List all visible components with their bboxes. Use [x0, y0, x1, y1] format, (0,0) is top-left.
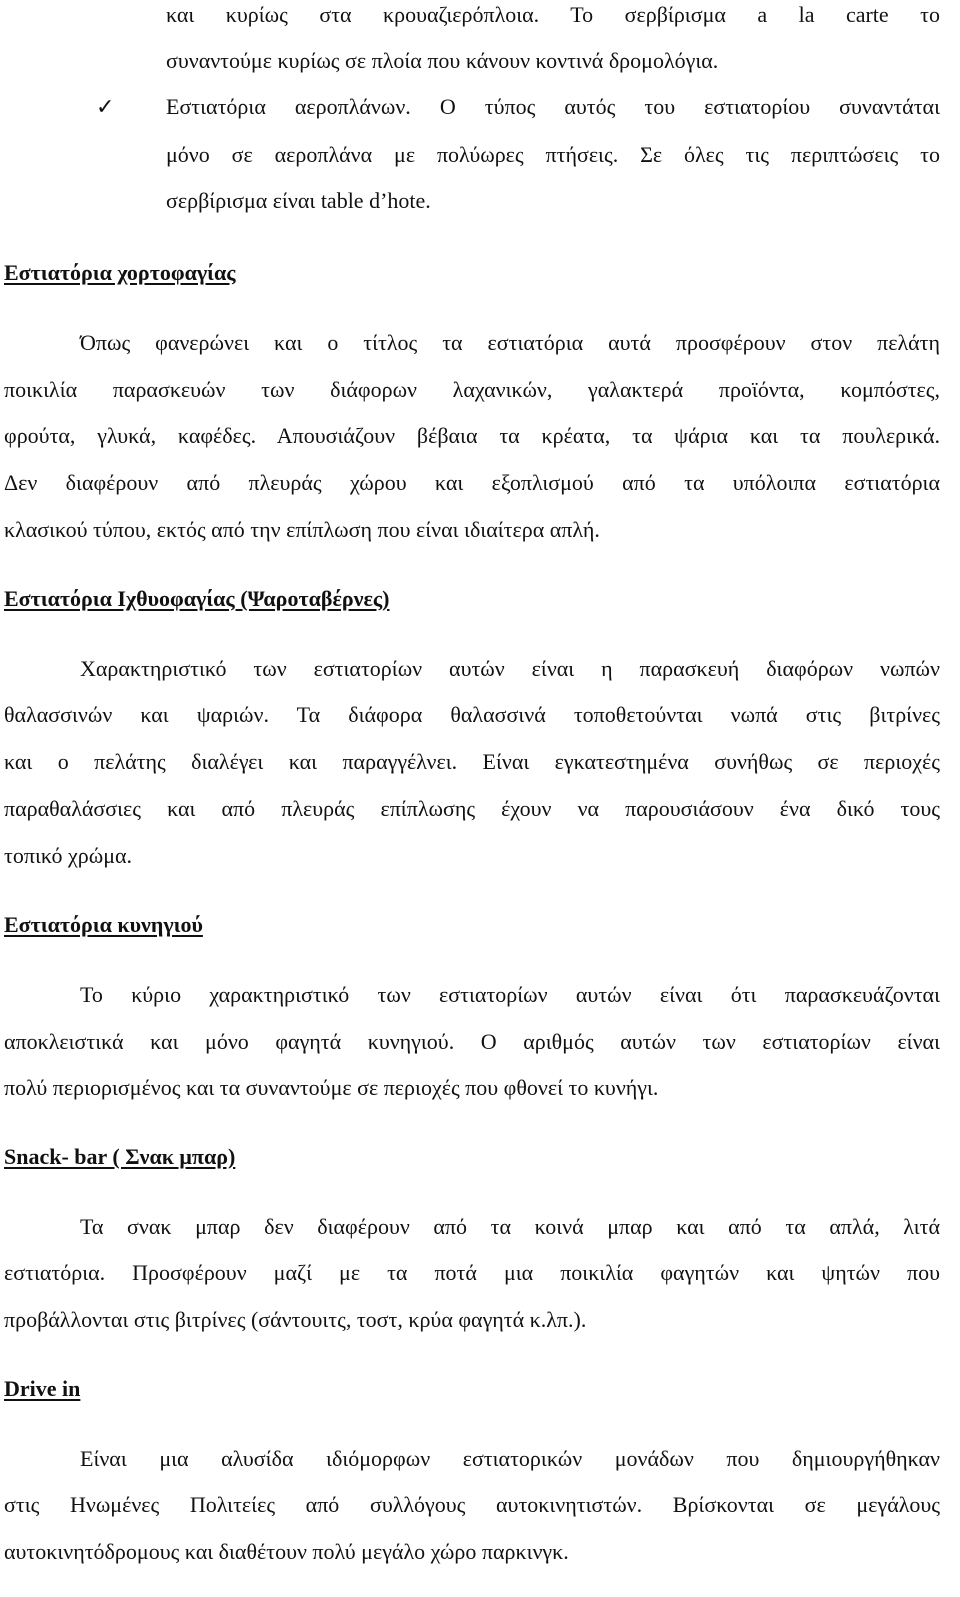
paragraph-line: Όπως φανερώνει και ο τίτλος τα εστιατόρια αυτά προσφέρουν στον πελάτη — [80, 330, 940, 355]
airplane-text-line: μόνο σε αεροπλάνα με πολύωρες πτήσεις. Σε όλες τις περιπτώσεις το — [166, 142, 940, 167]
paragraph-line: αυτοκινητόδρομους και διαθέτουν πολύ μεγάλο χώρο παρκινγκ. — [4, 1539, 569, 1564]
paragraph-line: και ο πελάτης διαλέγει και παραγγέλνει. Είναι εγκατεστημένα συνήθως σε περιοχές — [4, 749, 940, 774]
paragraph-line: Τα σνακ μπαρ δεν διαφέρουν από τα κοινά μπαρ και από τα απλά, λιτά — [80, 1214, 940, 1239]
paragraph-line: Δεν διαφέρουν από πλευράς χώρου και εξοπλισμού από τα υπόλοιπα εστιατόρια — [4, 470, 940, 495]
paragraph-line: παραθαλάσσιες και από πλευράς επίπλωσης έχουν να παρουσιάσουν ένα δικό τους — [4, 796, 940, 821]
section-heading-drive-in: Drive in — [4, 1376, 81, 1401]
checkmark-icon: ✓ — [96, 94, 115, 119]
paragraph-line: ποικιλία παρασκευών των διάφορων λαχανικών, γαλακτερά προϊόντα, κομπόστες, — [4, 377, 940, 402]
paragraph-line: κλασικού τύπου, εκτός από την επίπλωση που είναι ιδιαίτερα απλή. — [4, 517, 600, 542]
paragraph-line: τοπικό χρώμα. — [4, 843, 133, 868]
cruise-text-line: συναντούμε κυρίως σε πλοία που κάνουν κοντινά δρομολόγια. — [166, 48, 719, 73]
paragraph-line: πολύ περιορισμένος και τα συναντούμε σε περιοχές που φθονεί το κυνήγι. — [4, 1075, 659, 1100]
section-heading-snack-bar: Snack- bar ( Σνακ μπαρ) — [4, 1144, 236, 1169]
paragraph-line: Το κύριο χαρακτηριστικό των εστιατορίων αυτών είναι ότι παρασκευάζονται — [80, 982, 940, 1007]
paragraph-line: φρούτα, γλυκά, καφέδες. Απουσιάζουν βέβαια τα κρέατα, τα ψάρια και τα πουλερικά. — [4, 423, 940, 448]
airplane-text-line: σερβίρισμα είναι table d’hote. — [166, 188, 431, 213]
paragraph-line: στις Ηνωμένες Πολιτείες από συλλόγους αυτοκινητιστών. Βρίσκονται σε μεγάλους — [4, 1492, 940, 1517]
paragraph-line: αποκλειστικά και μόνο φαγητά κυνηγιού. Ο αριθμός αυτών των εστιατορίων είναι — [4, 1029, 940, 1054]
paragraph-line: θαλασσινών και ψαριών. Τα διάφορα θαλασσινά τοποθετούνται νωπά στις βιτρίνες — [4, 702, 940, 727]
section-heading-seafood: Εστιατόρια Ιχθυοφαγίας (Ψαροταβέρνες) — [4, 586, 390, 611]
paragraph-line: εστιατόρια. Προσφέρουν μαζί με τα ποτά μια ποικιλία φαγητών και ψητών που — [4, 1260, 940, 1285]
section-heading-game: Εστιατόρια κυνηγιού — [4, 912, 203, 937]
cruise-text-line: και κυρίως στα κρουαζιερόπλοια. Το σερβίρισμα a la carte το — [166, 2, 940, 27]
airplane-text-line: Εστιατόρια αεροπλάνων. Ο τύπος αυτός του εστιατορίου συναντάται — [166, 94, 940, 119]
paragraph-line: Χαρακτηριστικό των εστιατορίων αυτών είναι η παρασκευή διαφόρων νωπών — [80, 656, 940, 681]
paragraph-line: προβάλλονται στις βιτρίνες (σάντουιτς, τοστ, κρύα φαγητά κ.λπ.). — [4, 1307, 587, 1332]
paragraph-line: Είναι μια αλυσίδα ιδιόμορφων εστιατορικών μονάδων που δημιουργήθηκαν — [80, 1446, 940, 1471]
section-heading-vegetarian: Εστιατόρια χορτοφαγίας — [4, 260, 236, 285]
